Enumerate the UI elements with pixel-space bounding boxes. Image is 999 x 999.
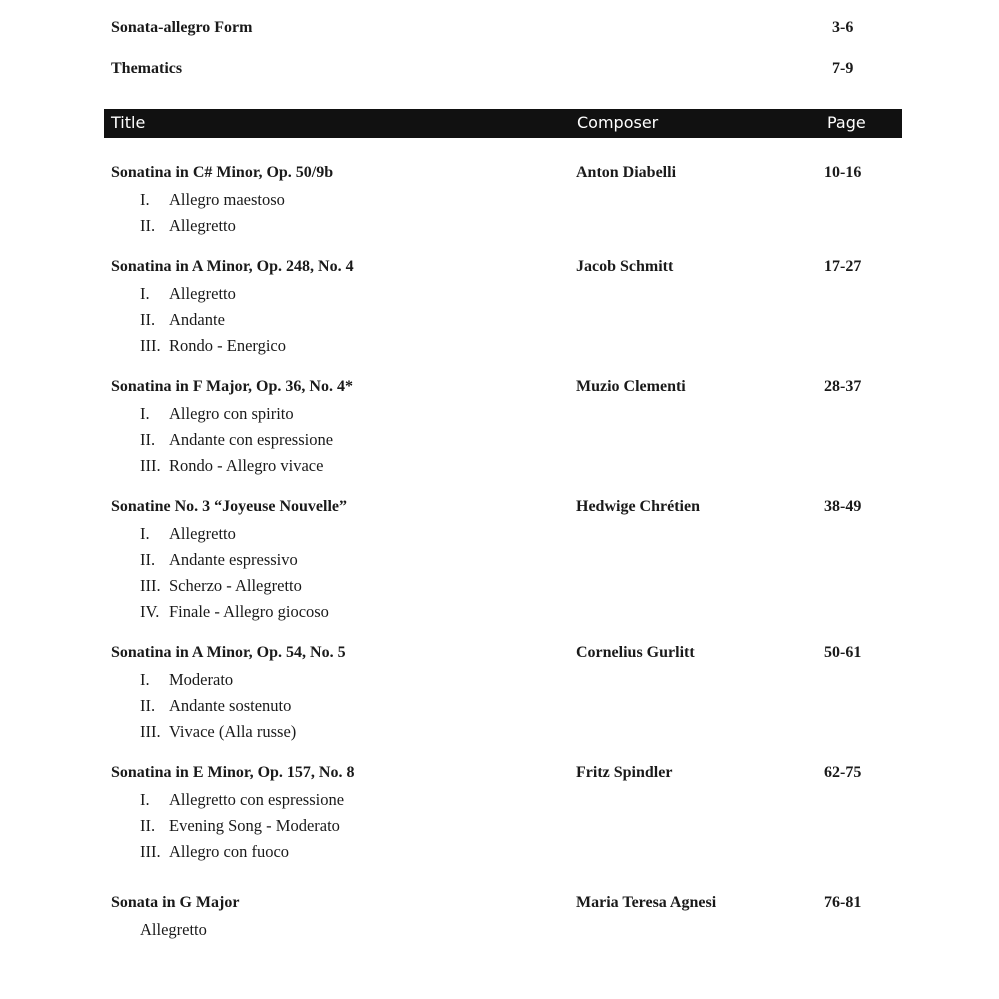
sonata-entry <box>0 258 999 362</box>
intro-title: Sonata-allegro Form <box>111 19 253 36</box>
sonata-pages: 10-16 <box>824 164 862 181</box>
movement-name: Andante con espressione <box>169 430 334 449</box>
movement-name: Vivace (Alla russe) <box>169 722 297 741</box>
header-composer: Composer <box>577 113 659 132</box>
sonata-composer: Muzio Clementi <box>576 378 686 395</box>
sonata-composer: Anton Diabelli <box>576 164 677 181</box>
movement-name: Allegro con spirito <box>169 404 294 423</box>
sonata-pages: 28-37 <box>824 378 862 395</box>
movement-name: Andante <box>169 310 225 329</box>
movement-row <box>0 722 999 748</box>
sonata-entry <box>0 764 999 868</box>
movement-number: III. <box>140 576 161 595</box>
movement-name: Allegretto <box>140 920 207 939</box>
intro-pages: 3-6 <box>832 19 854 36</box>
movement-name: Scherzo - Allegretto <box>169 576 302 595</box>
movement-name: Andante espressivo <box>169 550 298 569</box>
movement-row <box>0 310 999 336</box>
movement-row <box>0 336 999 362</box>
sonata-pages: 62-75 <box>824 764 862 781</box>
sonata-pages: 76-81 <box>824 894 862 911</box>
movement-row <box>0 524 999 550</box>
sonata-composer: Hedwige Chrétien <box>576 498 700 515</box>
sonata-entry <box>0 498 999 628</box>
sonata-entry <box>0 894 999 946</box>
sonata-composer: Fritz Spindler <box>576 764 673 781</box>
movement-number: II. <box>140 550 156 569</box>
movement-name: Moderato <box>169 670 234 689</box>
movement-row <box>0 816 999 842</box>
sonata-entry <box>0 644 999 748</box>
movement-row <box>0 216 999 242</box>
movement-row <box>0 190 999 216</box>
sonata-pages: 50-61 <box>824 644 862 661</box>
movement-number: II. <box>140 696 156 715</box>
sonata-entry <box>0 378 999 482</box>
sonata-composer: Maria Teresa Agnesi <box>576 894 717 911</box>
movement-number: II. <box>140 310 156 329</box>
movement-row <box>0 284 999 310</box>
movement-name: Allegro con fuoco <box>169 842 290 861</box>
sonata-composer: Cornelius Gurlitt <box>576 644 695 661</box>
movement-row <box>0 790 999 816</box>
intro-pages: 7-9 <box>832 60 854 77</box>
movement-number: III. <box>140 456 161 475</box>
movement-number: III. <box>140 722 161 741</box>
movement-row <box>0 602 999 628</box>
sonata-title: Sonatine No. 3 “Joyeuse Nouvelle” <box>111 498 347 515</box>
movement-row <box>0 576 999 602</box>
sonata-title: Sonata in G Major <box>111 894 240 911</box>
sonata-row <box>0 644 999 670</box>
movement-number: III. <box>140 842 161 861</box>
movement-name: Allegretto con espressione <box>169 790 345 809</box>
movement-name: Finale - Allegro giocoso <box>169 602 329 621</box>
sonata-row <box>0 498 999 524</box>
movement-row <box>0 842 999 868</box>
movement-number: I. <box>140 790 150 809</box>
movement-row <box>0 404 999 430</box>
header-page: Page <box>827 113 866 132</box>
sonata-title: Sonatina in F Major, Op. 36, No. 4* <box>111 378 353 395</box>
movement-name: Rondo - Allegro vivace <box>169 456 324 475</box>
sonata-row <box>0 894 999 920</box>
sonata-title: Sonatina in A Minor, Op. 248, No. 4 <box>111 258 354 275</box>
movement-name: Allegro maestoso <box>169 190 285 209</box>
movement-name: Allegretto <box>169 216 236 235</box>
movement-row <box>0 920 999 946</box>
sonata-pages: 17-27 <box>824 258 862 275</box>
movement-row <box>0 456 999 482</box>
movement-row <box>0 696 999 722</box>
movement-number: I. <box>140 190 150 209</box>
sonata-title: Sonatina in C# Minor, Op. 50/9b <box>111 164 334 181</box>
movement-name: Rondo - Energico <box>169 336 287 355</box>
sonata-row <box>0 764 999 790</box>
sonata-row <box>0 378 999 404</box>
movement-number: IV. <box>140 602 160 621</box>
sonata-composer: Jacob Schmitt <box>576 258 674 275</box>
movement-number: I. <box>140 284 150 303</box>
movement-row <box>0 670 999 696</box>
movement-name: Evening Song - Moderato <box>169 816 340 835</box>
movement-number: I. <box>140 670 150 689</box>
sonata-row <box>0 164 999 190</box>
movement-name: Allegretto <box>169 524 236 543</box>
movement-name: Andante sostenuto <box>169 696 292 715</box>
sonata-title: Sonatina in E Minor, Op. 157, No. 8 <box>111 764 355 781</box>
intro-title: Thematics <box>111 60 183 77</box>
sonata-title: Sonatina in A Minor, Op. 54, No. 5 <box>111 644 346 661</box>
movement-number: II. <box>140 430 156 449</box>
movement-row <box>0 430 999 456</box>
movement-number: I. <box>140 404 150 423</box>
movement-number: II. <box>140 216 156 235</box>
header-title: Title <box>111 113 146 132</box>
movement-name: Allegretto <box>169 284 236 303</box>
movement-number: III. <box>140 336 161 355</box>
movement-row <box>0 550 999 576</box>
movement-number: I. <box>140 524 150 543</box>
sonata-row <box>0 258 999 284</box>
movement-number: II. <box>140 816 156 835</box>
sonata-pages: 38-49 <box>824 498 862 515</box>
sonata-entry <box>0 164 999 242</box>
